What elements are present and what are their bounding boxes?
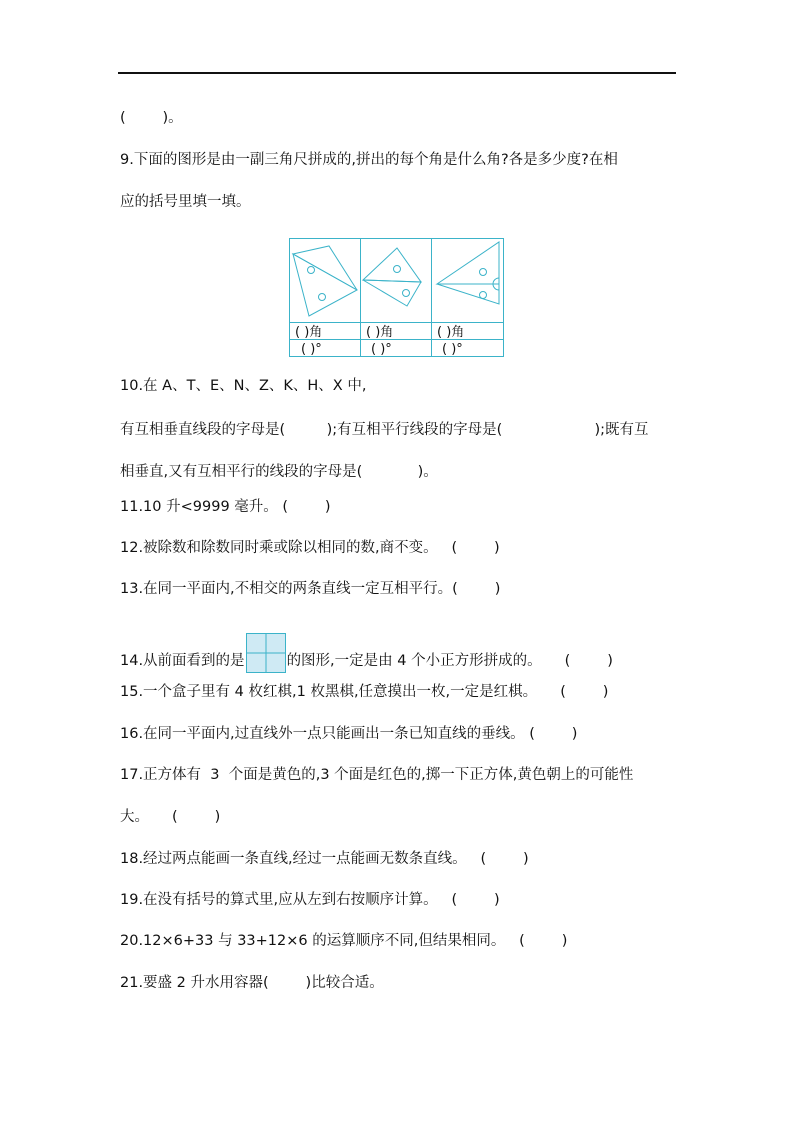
question-20: 20.12×6+33 与 33+12×6 的运算顺序不同,但结果相同。 ( ) [120,933,568,949]
panel-2-hole-2 [403,290,410,297]
panel-2-triangle-bottom [363,280,421,306]
degree-label-1: ( )° [301,342,322,357]
question-10-line-2: 有互相垂直线段的字母是( );有互相平行线段的字母是( );既有互 [120,422,649,438]
question-12: 12.被除数和除数同时乘或除以相同的数,商不变。 ( ) [120,540,500,556]
question-9-line-1: 9.下面的图形是由一副三角尺拼成的,拼出的每个角是什么角?各是多少度?在相 [120,152,618,168]
question-14-after: 的图形,一定是由 4 个小正方形拼成的。 ( ) [286,653,613,669]
question-17-line-2: 大。 ( ) [120,809,221,825]
angle-label-1: ( )角 [295,325,323,340]
degree-label-2: ( )° [371,342,392,357]
angle-label-2: ( )角 [366,325,394,340]
question-21: 21.要盛 2 升水用容器( )比较合适。 [120,975,384,991]
question-10-line-1: 10.在 A、T、E、N、Z、K、H、X 中, [120,378,367,394]
question-14-before: 14.从前面看到的是 [120,653,245,669]
panel-3-hole-1 [480,269,487,276]
panel-1-triangle-top [293,246,357,290]
four-squares-icon [246,633,286,673]
question-13: 13.在同一平面内,不相交的两条直线一定互相平行。( ) [120,581,501,597]
panel-3-hole-2 [480,292,487,299]
triangle-ruler-figure [289,238,504,357]
question-9-line-2: 应的括号里填一填。 [120,194,251,210]
question-18: 18.经过两点能画一条直线,经过一点能画无数条直线。 ( ) [120,851,529,867]
panel-3-triangle-bottom [437,284,499,304]
question-15: 15.一个盒子里有 4 枚红棋,1 枚黑棋,任意摸出一枚,一定是红棋。 ( ) [120,684,609,700]
panel-2-triangle-top [363,248,421,282]
header-rule [118,72,676,74]
question-19: 19.在没有括号的算式里,应从左到右按顺序计算。 ( ) [120,892,500,908]
panel-3-triangle-top [437,242,499,284]
answer-blank-line: ( )。 [120,110,183,126]
question-16: 16.在同一平面内,过直线外一点只能画出一条已知直线的垂线。 ( ) [120,726,578,742]
panel-1-hole-2 [319,294,326,301]
question-17-line-1: 17.正方体有 3 个面是黄色的,3 个面是红色的,掷一下正方体,黄色朝上的可能性 [120,767,634,783]
panel-2-hole-1 [394,266,401,273]
degree-label-3: ( )° [442,342,463,357]
question-14 [120,641,613,681]
panel-1-triangle-bottom [293,254,357,316]
question-11: 11.10 升<9999 毫升。 ( ) [120,499,331,515]
panel-1-hole-1 [308,267,315,274]
question-10-line-3: 相垂直,又有互相平行的线段的字母是( )。 [120,464,438,480]
angle-label-3: ( )角 [437,325,465,340]
